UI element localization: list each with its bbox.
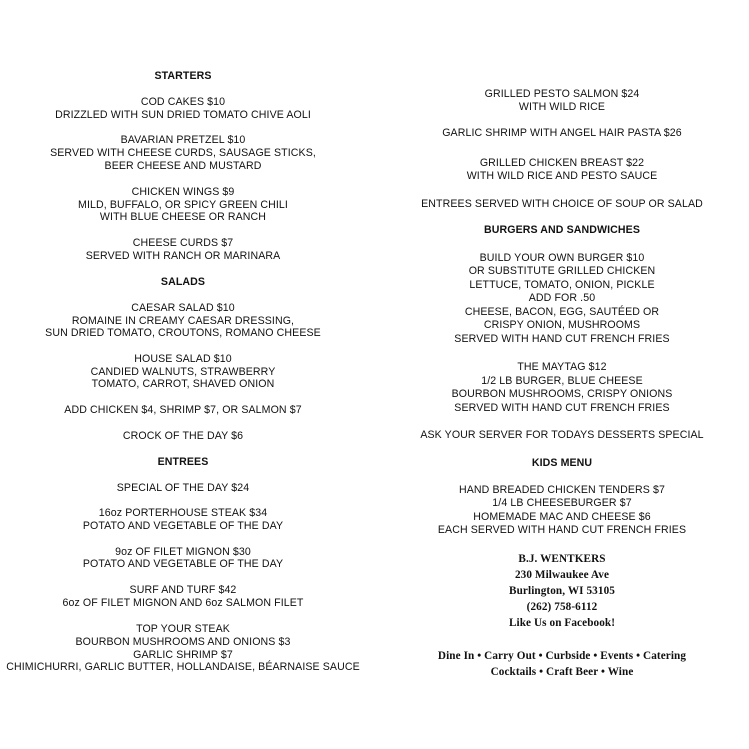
starters-heading: STARTERS bbox=[154, 70, 212, 82]
address-city: Burlington, WI 53105 bbox=[509, 585, 615, 597]
bavarian-pretzel-desc-1: SERVED WITH CHEESE CURDS, SAUSAGE STICKS, bbox=[50, 147, 316, 159]
special-of-day: SPECIAL OF THE DAY $24 bbox=[116, 482, 250, 494]
chicken-wings-desc-2: WITH BLUE CHEESE OR RANCH bbox=[99, 211, 267, 223]
top-steak-opt-1: BOURBON MUSHROOMS AND ONIONS $3 bbox=[75, 636, 291, 648]
caesar-salad-title: CAESAR SALAD $10 bbox=[131, 302, 235, 314]
chicken-wings-desc-1: MILD, BUFFALO, OR SPICY GREEN CHILI bbox=[78, 199, 288, 211]
porterhouse-title: 16oz PORTERHOUSE STEAK $34 bbox=[98, 507, 268, 519]
house-salad-desc-2: TOMATO, CARROT, SHAVED ONION bbox=[91, 378, 275, 390]
build-burger-desc-6: SERVED WITH HAND CUT FRENCH FRIES bbox=[454, 333, 670, 345]
kids-heading: KIDS MENU bbox=[531, 457, 593, 469]
top-steak-title: TOP YOUR STEAK bbox=[136, 623, 230, 635]
crock-of-day: CROCK OF THE DAY $6 bbox=[122, 430, 244, 442]
chicken-breast-title: GRILLED CHICKEN BREAST $22 bbox=[479, 157, 645, 169]
garlic-shrimp-pasta: GARLIC SHRIMP WITH ANGEL HAIR PASTA $26 bbox=[442, 127, 682, 139]
house-salad-desc-1: CANDIED WALNUTS, STRAWBERRY bbox=[90, 366, 276, 378]
maytag-desc-2: BOURBON MUSHROOMS, CRISPY ONIONS bbox=[451, 388, 673, 400]
cod-cakes-title: COD CAKES $10 bbox=[140, 96, 226, 108]
cheese-curds-title: CHEESE CURDS $7 bbox=[132, 237, 234, 249]
burgers-heading: BURGERS AND SANDWICHES bbox=[483, 224, 640, 236]
top-steak-opt-3: CHIMICHURRI, GARLIC BUTTER, HOLLANDAISE, BÉARNAISE SAUCE bbox=[6, 661, 360, 673]
pesto-salmon-title: GRILLED PESTO SALMON $24 bbox=[484, 88, 640, 100]
services-line-2: Cocktails • Craft Beer • Wine bbox=[490, 666, 634, 678]
kids-note: EACH SERVED WITH HAND CUT FRENCH FRIES bbox=[437, 524, 687, 536]
surf-turf-desc: 6oz OF FILET MIGNON AND 6oz SALMON FILET bbox=[62, 597, 304, 609]
build-burger-desc-1: OR SUBSTITUTE GRILLED CHICKEN bbox=[468, 265, 656, 277]
salads-heading: SALADS bbox=[160, 276, 206, 288]
build-burger-desc-2: LETTUCE, TOMATO, ONION, PICKLE bbox=[469, 279, 655, 291]
chicken-wings-title: CHICKEN WINGS $9 bbox=[131, 186, 235, 198]
build-burger-title: BUILD YOUR OWN BURGER $10 bbox=[479, 252, 645, 264]
filet-mignon-title: 9oz OF FILET MIGNON $30 bbox=[115, 546, 251, 558]
facebook-note: Like Us on Facebook! bbox=[508, 617, 616, 629]
kids-item-1: HAND BREADED CHICKEN TENDERS $7 bbox=[459, 484, 665, 496]
build-burger-desc-3: ADD FOR .50 bbox=[528, 292, 596, 304]
caesar-salad-desc-2: SUN DRIED TOMATO, CROUTONS, ROMANO CHEESE bbox=[45, 327, 321, 339]
build-burger-desc-5: CRISPY ONION, MUSHROOMS bbox=[483, 319, 641, 331]
caesar-salad-desc-1: ROMAINE IN CREAMY CAESAR DRESSING, bbox=[71, 315, 295, 327]
address-street: 230 Milwaukee Ave bbox=[514, 569, 610, 581]
salad-addons: ADD CHICKEN $4, SHRIMP $7, OR SALMON $7 bbox=[64, 404, 302, 416]
cod-cakes-desc: DRIZZLED WITH SUN DRIED TOMATO CHIVE AOLI bbox=[55, 109, 311, 121]
phone-number: (262) 758-6112 bbox=[526, 601, 598, 613]
maytag-title: THE MAYTAG $12 bbox=[517, 361, 607, 373]
desserts-note: ASK YOUR SERVER FOR TODAYS DESSERTS SPECIAL bbox=[420, 429, 704, 441]
filet-mignon-desc: POTATO AND VEGETABLE OF THE DAY bbox=[82, 558, 284, 570]
house-salad-title: HOUSE SALAD $10 bbox=[134, 353, 232, 365]
bavarian-pretzel-title: BAVARIAN PRETZEL $10 bbox=[120, 134, 246, 146]
chicken-breast-desc: WITH WILD RICE AND PESTO SAUCE bbox=[466, 170, 658, 182]
kids-item-3: HOMEMADE MAC AND CHEESE $6 bbox=[473, 511, 651, 523]
pesto-salmon-desc: WITH WILD RICE bbox=[518, 101, 606, 113]
kids-item-2: 1/4 LB CHEESEBURGER $7 bbox=[492, 497, 632, 509]
cheese-curds-desc: SERVED WITH RANCH OR MARINARA bbox=[85, 250, 281, 262]
maytag-desc-1: 1/2 LB BURGER, BLUE CHEESE bbox=[481, 375, 643, 387]
services-line-1: Dine In • Carry Out • Curbside • Events • Catering bbox=[437, 650, 687, 662]
build-burger-desc-4: CHEESE, BACON, EGG, SAUTÉED OR bbox=[464, 306, 660, 318]
restaurant-name: B.J. WENTKERS bbox=[518, 553, 606, 565]
entrees-note: ENTREES SERVED WITH CHOICE OF SOUP OR SALAD bbox=[421, 198, 703, 210]
surf-turf-title: SURF AND TURF $42 bbox=[129, 584, 237, 596]
bavarian-pretzel-desc-2: BEER CHEESE AND MUSTARD bbox=[104, 160, 262, 172]
top-steak-opt-2: GARLIC SHRIMP $7 bbox=[133, 649, 233, 661]
maytag-desc-3: SERVED WITH HAND CUT FRENCH FRIES bbox=[454, 402, 670, 414]
porterhouse-desc: POTATO AND VEGETABLE OF THE DAY bbox=[82, 520, 284, 532]
entrees-heading: ENTREES bbox=[157, 456, 209, 468]
